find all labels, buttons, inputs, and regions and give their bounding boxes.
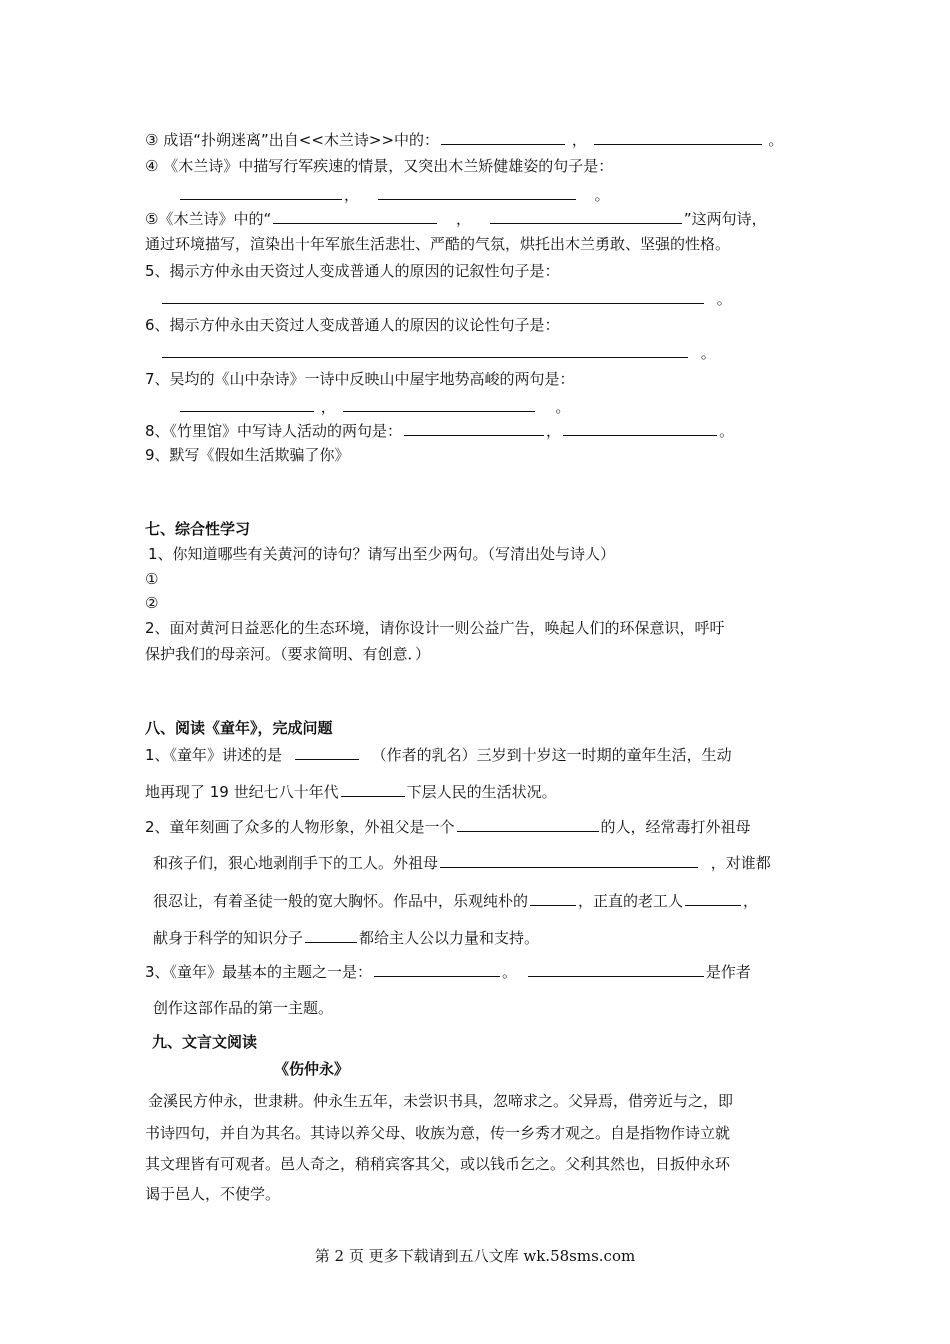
section-7-heading: 七、综合性学习 — [145, 520, 251, 538]
section-8-q2-line-1 — [145, 815, 751, 838]
question-5-suffix: ”这两句诗， — [683, 210, 767, 228]
section-8-q3-line-2: 创作这部作品的第一主题。 — [153, 999, 334, 1017]
period: 。 — [700, 344, 716, 362]
text: 。 — [502, 963, 518, 981]
comma: ， — [571, 131, 587, 149]
answer-blank[interactable] — [563, 419, 717, 436]
item-8-line — [145, 419, 734, 442]
text: 都给主人公以力量和支持。 — [359, 929, 540, 947]
section-8-q2-line-3 — [153, 889, 758, 912]
text: 3、《童年》最基本的主题之一是： — [145, 963, 373, 981]
text: 地再现了 19 世纪七八十年代 — [145, 783, 339, 801]
answer-blank[interactable] — [305, 926, 357, 943]
answer-blank[interactable] — [440, 851, 698, 868]
section-7-q1: 1、你知道哪些有关黄河的诗句？请写出至少两句。（写清出处与诗人） — [148, 545, 616, 563]
text: 和孩子们，狠心地剥削手下的工人。外祖母 — [153, 854, 439, 872]
comma: ， — [344, 186, 360, 204]
section-7-q2-line-1: 2、面对黄河日益恶化的生态环境，请你设计一则公益广告，唤起人们的环保意识，呼吁 — [145, 619, 725, 637]
item-7-answer-line — [178, 395, 570, 418]
answer-blank[interactable] — [162, 341, 688, 358]
question-4-text: ④ 《木兰诗》中描写行军疾速的情景，又突出木兰矫健雄姿的句子是： — [145, 157, 614, 175]
answer-blank[interactable] — [685, 889, 741, 906]
answer-blank[interactable] — [490, 207, 682, 224]
passage-line: 谒于邑人，不使学。 — [145, 1185, 281, 1203]
text: （作者的乳名）三岁到十岁这一时期的童年生活，生动 — [371, 746, 732, 764]
period: 。 — [768, 131, 784, 149]
text: 是作者 — [705, 963, 751, 981]
answer-blank[interactable] — [378, 183, 576, 200]
comma: ， — [320, 398, 336, 416]
section-8-q3-line-1 — [145, 960, 751, 983]
item-5-answer-line — [160, 287, 732, 310]
text: ，正直的老工人 — [578, 892, 684, 910]
comma: ， — [456, 210, 472, 228]
question-4-line — [145, 155, 613, 177]
question-5-line — [145, 207, 767, 230]
passage-line: 金溪民方仲永，世隶耕。仲永生五年，未尝识书具，忽啼求之。父异焉，借旁近与之，即 — [148, 1092, 734, 1110]
section-7-mark-1: ① — [145, 570, 159, 588]
answer-blank[interactable] — [180, 395, 314, 412]
answer-blank[interactable] — [341, 780, 405, 797]
passage-line: 书诗四句，并自为其名。其诗以养父母、收族为意，传一乡秀才观之。自是指物作诗立就 — [145, 1124, 731, 1142]
period: 。 — [555, 398, 571, 416]
period: 。 — [594, 186, 610, 204]
answer-blank[interactable] — [404, 419, 544, 436]
comma: ， — [546, 422, 562, 440]
item-5-text: 5、揭示方仲永由天资过人变成普通人的原因的记叙性句子是： — [145, 262, 560, 280]
answer-blank[interactable] — [528, 960, 704, 977]
section-8-q2-line-4 — [153, 926, 539, 949]
section-9-heading: 九、文言文阅读 — [152, 1033, 258, 1051]
section-8-heading: 八、阅读《童年》，完成问题 — [145, 719, 333, 737]
question-5-line-2: 通过环境描写，渲染出十年军旅生活悲壮、严酷的气氛，烘托出木兰勇敢、坚强的性格。 — [145, 235, 731, 253]
section-8-q1-line-1 — [145, 743, 732, 766]
question-3-text: ③ 成语“扑朔迷离”出自<<木兰诗>>中的： — [145, 131, 440, 149]
section-7-q2-line-2: 保护我们的母亲河。（要求简明、有创意．） — [145, 645, 431, 663]
answer-blank[interactable] — [441, 128, 565, 145]
answer-blank[interactable] — [162, 287, 704, 304]
section-8-q2-line-2 — [153, 851, 771, 874]
text: ， — [743, 892, 759, 910]
answer-blank[interactable] — [457, 815, 599, 832]
question-5-text: ⑤《木兰诗》中的“ — [145, 210, 272, 228]
item-9-text: 9、默写《假如生活欺骗了你》 — [145, 446, 350, 464]
answer-blank[interactable] — [295, 743, 359, 760]
text: 1、《童年》讲述的是 — [145, 746, 283, 764]
period: 。 — [719, 422, 735, 440]
answer-blank[interactable] — [180, 183, 342, 200]
item-6-answer-line — [160, 341, 716, 364]
text: 献身于科学的知识分子 — [153, 929, 304, 947]
item-8-text: 8、《竹里馆》中写诗人活动的两句是： — [145, 422, 403, 440]
question-4-answer-line — [178, 183, 610, 206]
item-7-text: 7、吴均的《山中杂诗》一诗中反映山中屋宇地势高峻的两句是： — [145, 370, 575, 388]
item-6-text: 6、揭示方仲永由天资过人变成普通人的原因的议论性句子是： — [145, 316, 560, 334]
text: 2、童年刻画了众多的人物形象，外祖父是一个 — [145, 818, 455, 836]
answer-blank[interactable] — [273, 207, 437, 224]
section-8-q1-line-2 — [145, 780, 557, 803]
period: 。 — [716, 290, 732, 308]
answer-blank[interactable] — [374, 960, 500, 977]
page-footer: 第 2 页 更多下载请到五八文库 wk.58sms.com — [314, 1247, 636, 1265]
section-7-mark-2: ② — [145, 594, 159, 612]
passage-line: 其文理皆有可观者。邑人奇之，稍稍宾客其父，或以钱币乞之。父利其然也，日扳仲永环 — [145, 1155, 731, 1173]
answer-blank[interactable] — [594, 128, 762, 145]
text: 的人，经常毒打外祖母 — [600, 818, 751, 836]
text: 很忍让，有着圣徒一般的宽大胸怀。作品中，乐观纯朴的 — [153, 892, 529, 910]
passage-title: 《伤仲永》 — [274, 1060, 350, 1078]
answer-blank[interactable] — [343, 395, 535, 412]
text: 下层人民的生活状况。 — [406, 783, 557, 801]
text: ，对谁都 — [710, 854, 771, 872]
question-3-line — [145, 128, 783, 151]
answer-blank[interactable] — [530, 889, 576, 906]
